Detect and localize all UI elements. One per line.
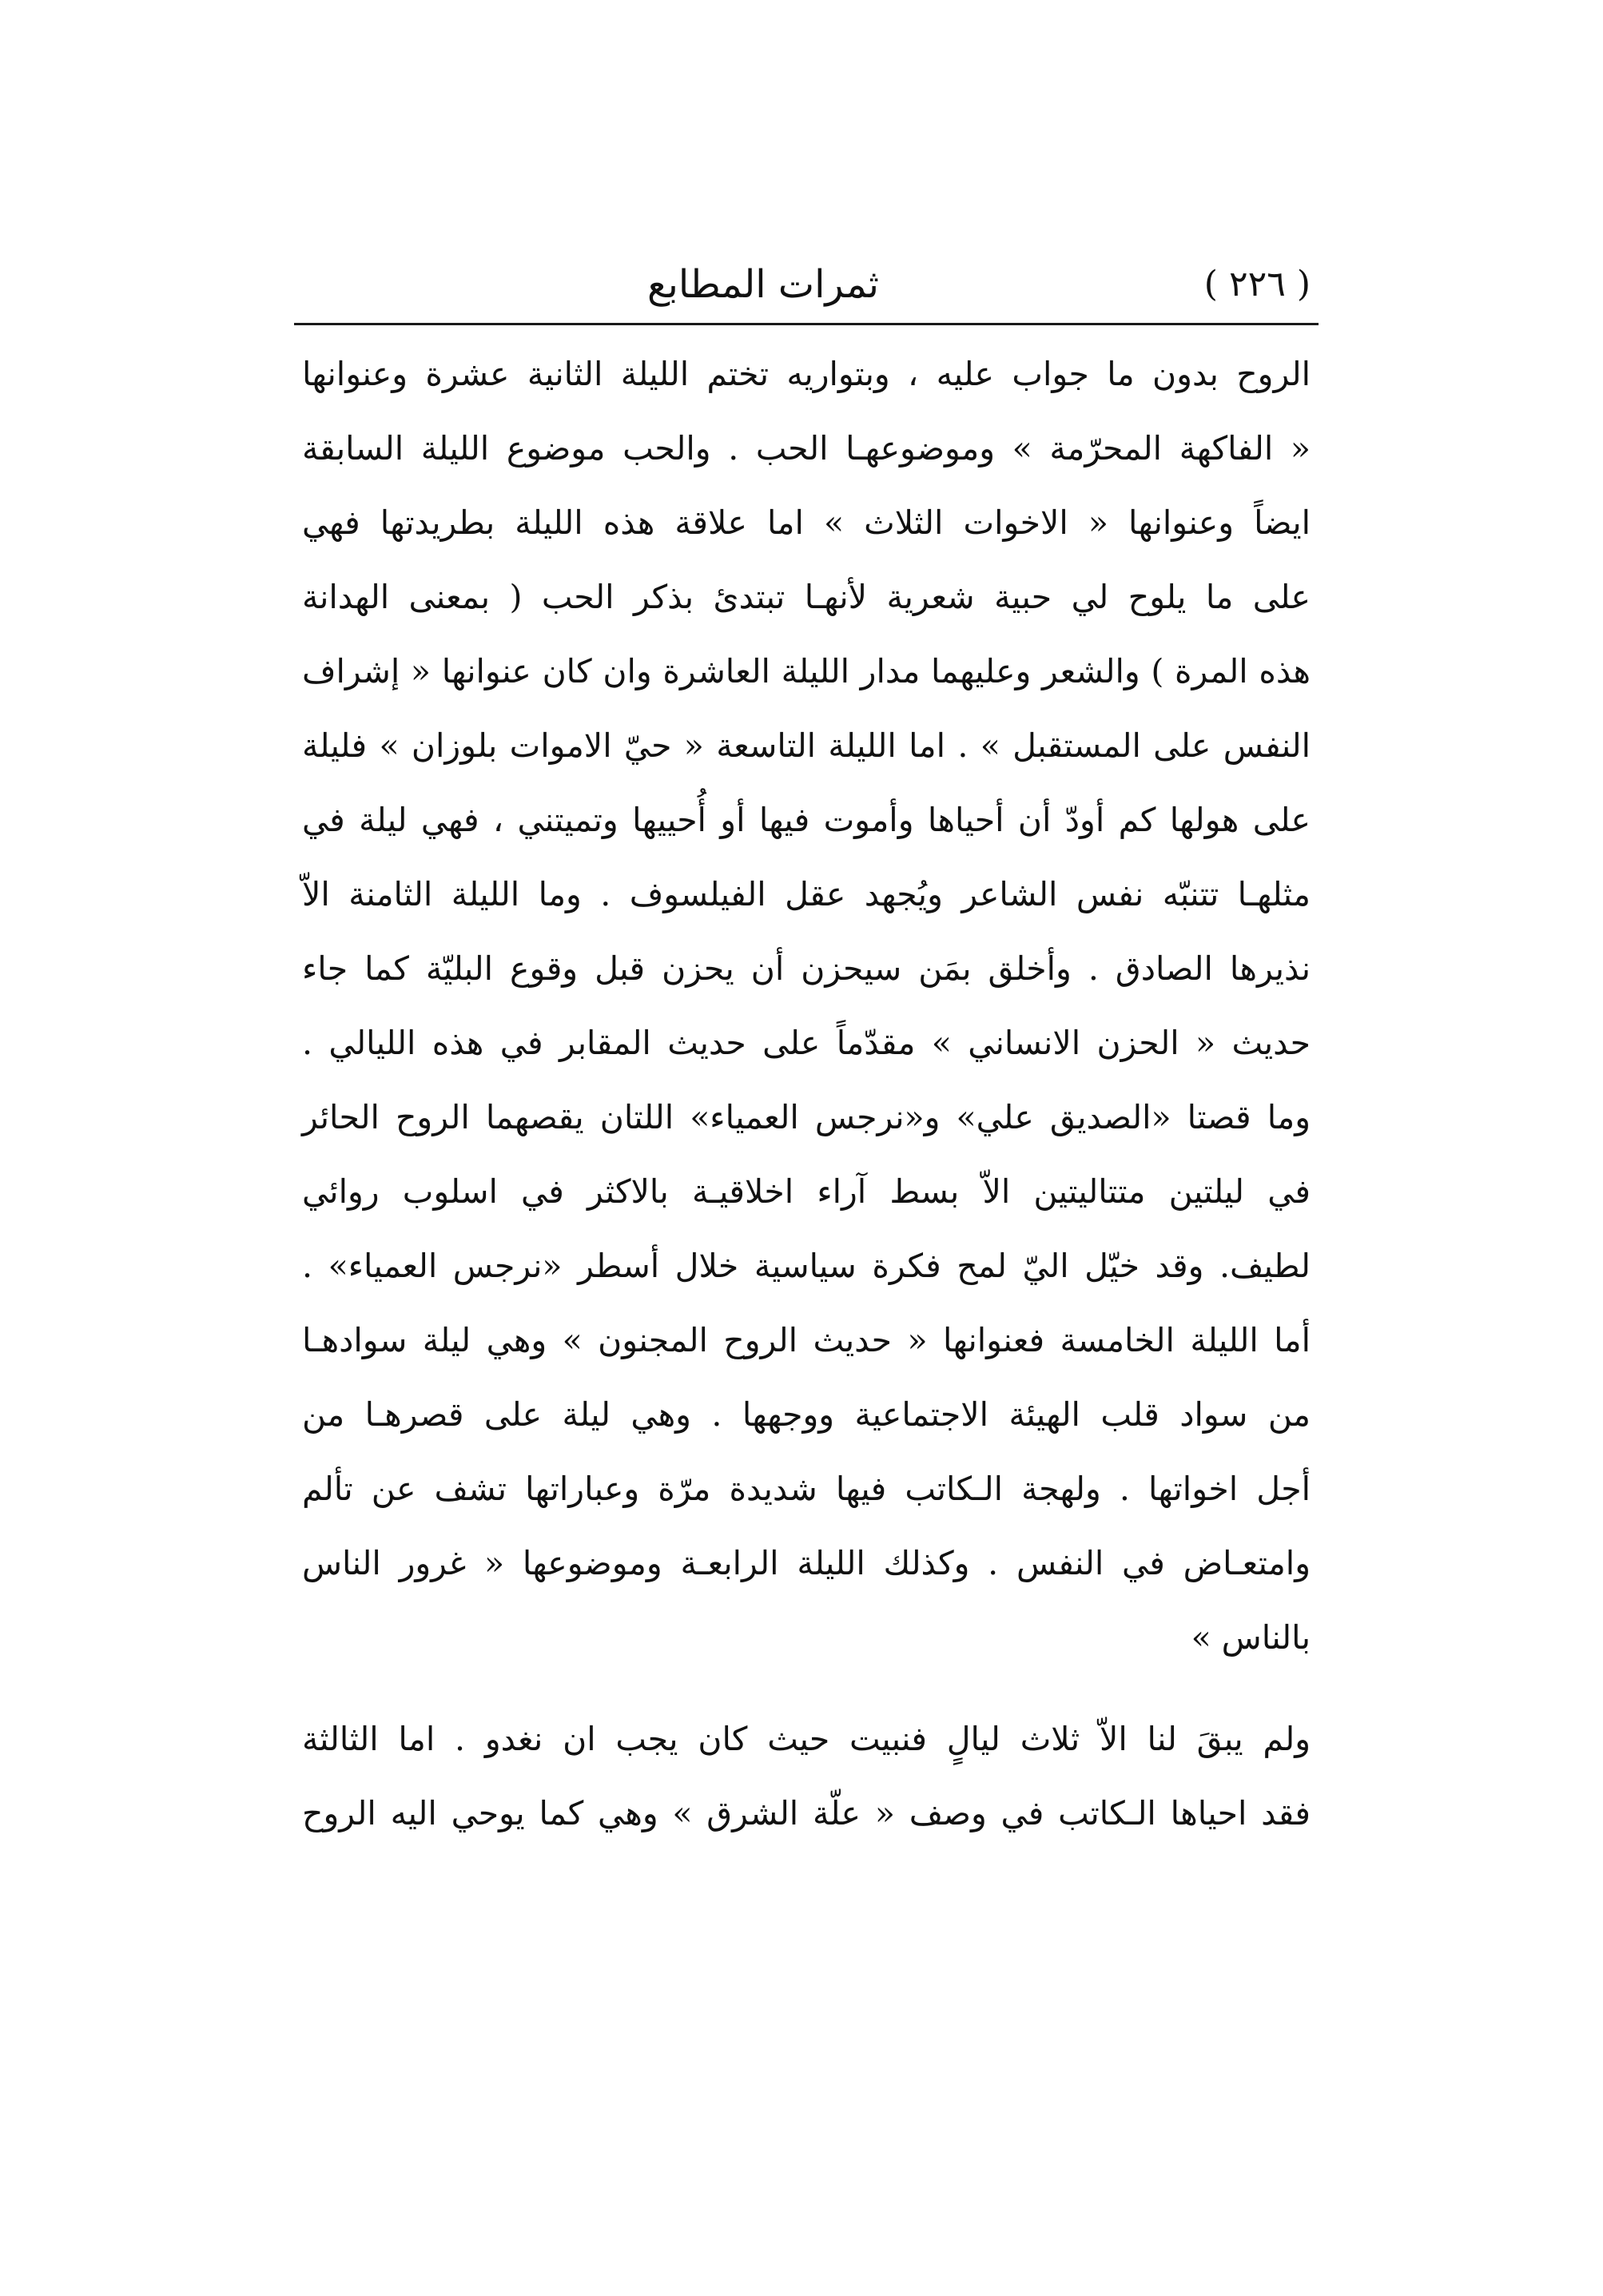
- text-line: في ليلتين متتاليتين الاّ بسط آراء اخلاقيـة بالاكثر في اسلوب روائي: [302, 1172, 1311, 1211]
- text-line: « الفاكهة المحرّمة » وموضوعهـا الحب . والحب موضوع الليلة السابقة: [302, 429, 1311, 468]
- text-line: فقد احياها الـكاتب في وصف « علّة الشرق » وهي كما يوحي اليه الروح: [302, 1794, 1311, 1832]
- text-line: ايضاً وعنوانها « الاخوات الثلاث » اما علاقة هذه الليلة بطريدتها فهي: [302, 503, 1311, 542]
- text-line: أجل اخواتها . ولهجة الـكاتب فيها شديدة مرّة وعباراتها تشف عن تألم: [302, 1470, 1311, 1508]
- page-number: ( ٢٢٦ ): [1203, 264, 1311, 304]
- text-line: وامتعـاض في النفس . وكذلك الليلة الرابعـة وموضوعها « غرور الناس: [302, 1544, 1311, 1582]
- text-line: على ما يلوح لي حبية شعرية لأنهـا تبتدئ بذكر الحب ( بمعنى الهدانة: [302, 578, 1311, 616]
- running-title: ثمرات المطابع: [647, 262, 879, 307]
- text-line: بالناس »: [1191, 1618, 1311, 1657]
- text-line: مثلهـا تتنبّه نفس الشاعر ويُجهد عقل الفيلسوف . وما الليلة الثامنة الاّ: [302, 875, 1311, 913]
- page-header: [302, 254, 1311, 315]
- text-line: أما الليلة الخامسة فعنوانها « حديث الروح المجنون » وهي ليلة سوادهـا: [302, 1321, 1311, 1359]
- text-line: هذه المرة ) والشعر وعليهما مدار الليلة العاشرة وان كان عنوانها « إشراف: [302, 652, 1311, 690]
- text-line: نذيرها الصادق . وأخلق بمَن سيحزن أن يحزن قبل وقوع البليّة كما جاء: [302, 949, 1311, 988]
- text-line: وما قصتا «الصديق علي» و«نرجس العمياء» اللتان يقصهما الروح الحائر: [302, 1098, 1311, 1136]
- text-line: حديث « الحزن الانساني » مقدّماً على حديث المقابر في هذه الليالي .: [302, 1024, 1311, 1062]
- text-line: لطيف. وقد خيّل اليّ لمح فكرة سياسية خلال أسطر «نرجس العمياء» .: [302, 1247, 1311, 1285]
- text-line: على هولها كم أودّ أن أحياها وأموت فيها أو أُحييها وتميتني ، فهي ليلة في: [302, 801, 1311, 839]
- text-line: ولم يبقَ لنا الاّ ثلاث ليالٍ فنبيت حيث كان يجب ان نغدو . اما الثالثة: [302, 1720, 1311, 1758]
- text-line: الروح بدون ما جواب عليه ، وبتواريه تختم الليلة الثانية عشرة وعنوانها: [302, 355, 1311, 393]
- text-line: النفس على المستقبل » . اما الليلة التاسعة « حيّ الاموات بلوزان » فليلة: [302, 726, 1311, 765]
- text-line: من سواد قلب الهيئة الاجتماعية ووجهها . وهي ليلة على قصرهـا من: [302, 1395, 1311, 1434]
- header-rule: [294, 323, 1319, 325]
